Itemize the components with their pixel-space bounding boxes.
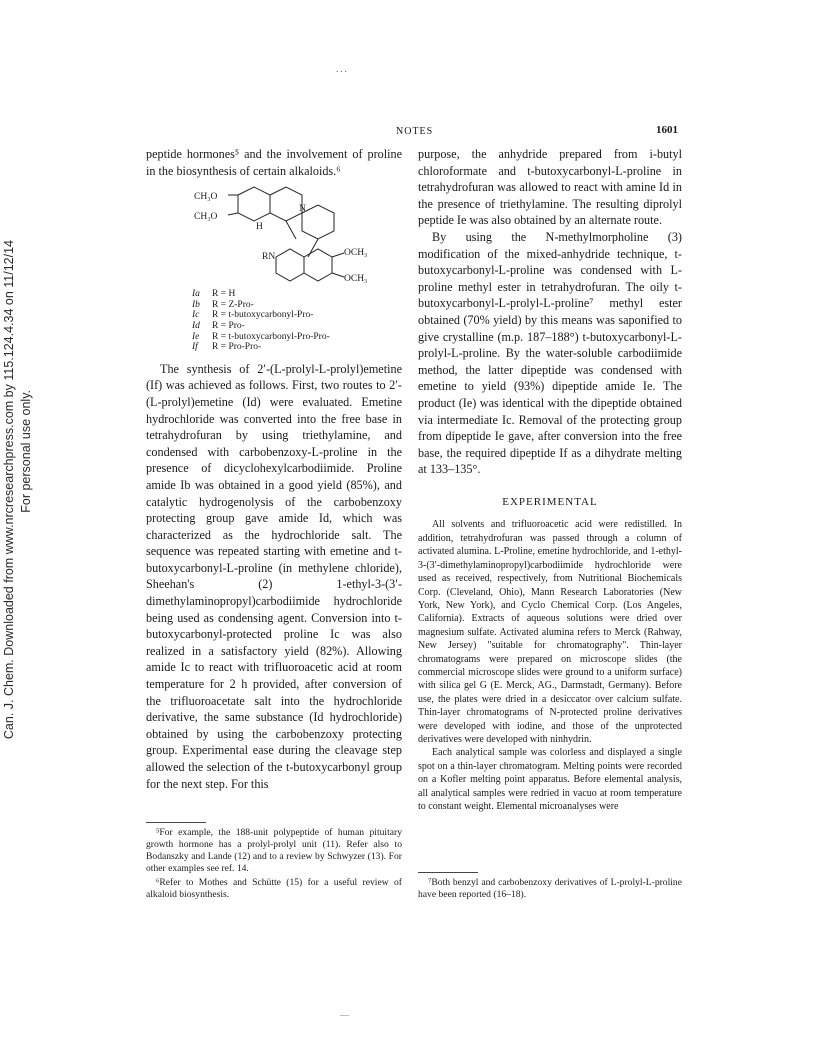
compound-list bbox=[146, 289, 402, 353]
running-head: NOTES bbox=[396, 126, 434, 137]
compound-row: Ia R = H bbox=[192, 289, 236, 300]
synthesis-paragraph: The synthesis of 2′-(L-prolyl-L-prolyl)emetine (If) was achieved as follows. First, two routes to 2′-(L-prolyl)emetine (Id) were evaluated. Emetine hydrochloride was converted into the free base in tetrahydrofuran by using triethylamine, and condensed with carbobenzoxy-L-proline in the presence of dicyclohexylcarbodiimide. Proline amide Ib was obtained in a good yield (85%), and catalytic hydrogenolysis of the carbobenzoxy protecting group gave amide Id, which was characterized as the hydrochloride salt. The sequence was repeated starting with emetine and t-butoxycarbonyl-L-proline (in methylene chloride), Sheehan's (2) 1-ethyl-3-(3′-dimethylaminopropyl)carbodiimide hydrochloride being used as condensing agent. Conversion into t-butoxycarbonyl-protected proline Ic was also realized in a satisfactory yield (82%). Allowing amide Ic to react with trifluoroacetic acid at room temperature for 2 h provided, after conversion of the trifluoroacetate salt into the hydrochloride derivative, the same substance (Id hydrochloride) obtained by using the carbobenzoxy protecting group. Experimental ease during the cleavage step allowed the selection of the t-butoxycarbonyl group for the next step. For this bbox=[146, 361, 402, 791]
right-footnotes bbox=[418, 872, 682, 901]
label-och3-1: OCH₃ bbox=[344, 248, 368, 259]
label-och3-2: OCH₃ bbox=[344, 274, 368, 285]
structure-drawing bbox=[176, 183, 396, 289]
label-h: H bbox=[256, 222, 263, 233]
experimental-text bbox=[418, 518, 682, 813]
purpose-paragraph: purpose, the anhydride prepared from i-butyl chloroformate and t-butoxycarbonyl-L-proline in tetrahydrofuran was allowed to react with amine Id in the presence of triethylamine. The resulting diprolyl peptide Ie was also obtained by an alternate route. bbox=[418, 147, 682, 228]
left-column bbox=[146, 146, 402, 792]
right-column bbox=[418, 146, 682, 813]
watermark-line-2: For personal use only. bbox=[19, 390, 33, 513]
intro-paragraph: peptide hormones⁵ and the involvement of proline in the biosynthesis of certain alkaloids.⁶ bbox=[146, 147, 402, 178]
compound-row: Ie R = t-butoxycarbonyl-Pro-Pro- bbox=[192, 331, 330, 342]
footnote-rule bbox=[146, 822, 206, 823]
left-footnotes bbox=[146, 822, 402, 903]
page-number: 1601 bbox=[656, 124, 678, 136]
top-scan-mark: ... bbox=[336, 64, 349, 74]
footnote-rule bbox=[418, 872, 478, 873]
compound-row: If R = Pro-Pro- bbox=[192, 342, 262, 353]
experimental-paragraph-1: All solvents and trifluoroacetic acid were redistilled. In addition, tetrahydrofuran was passed through a column of activated alumina. L-Proline, emetine hydrochloride, and 1-ethyl-3-(3′-dimethylaminopropyl)carbodiimide hydrochloride were used as received, respectively, from Nutritional Biochemicals Corp. (Cleveland, Ohio), Mann Research Laboratories (New York, New York), and Cyclo Chemical Corp. (Los Angeles, California). Extracts of aqueous solutions were dried over magnesium sulfate. Activated alumina refers to Merck (Rahway, New Jersey) "suitable for chromatography". Thin-layer chromatograms were prepared on microscope slides (the commercial microscope slides were ground to a uniform surface) with silica gel G (E. Merck, AG., Darmstadt, Germany). Before use, the plates were dried in a desiccator over calcium sulfate. Thin-layer chromatograms of N-protected proline derivatives were developed with iodine, and those of the unprotected derivatives were developed with ninhydrin. bbox=[418, 519, 682, 745]
download-watermark bbox=[2, 240, 36, 840]
compound-row: Ib R = Z-Pro- bbox=[192, 299, 254, 310]
label-ch3o-1: CH₃O bbox=[194, 192, 218, 203]
bottom-scan-mark: — bbox=[340, 1010, 352, 1020]
label-rn: RN bbox=[262, 252, 276, 263]
footnote-5: ⁵For example, the 188-unit polypeptide of human pituitary growth hormone has a prolyl-prolyl unit (11). Refer also to Bodanszky and Lande (12) and to a review by Schwyzer (13). For other examples see ref. 14. bbox=[146, 827, 402, 874]
footnote-7: ⁷Both benzyl and carbobenzoxy derivatives of L-prolyl-L-proline have been reported (16–18). bbox=[418, 877, 682, 900]
section-heading-experimental: EXPERIMENTAL bbox=[502, 495, 598, 508]
label-ch3o-2: CH₃O bbox=[194, 212, 218, 223]
compound-row: Ic R = t-butoxycarbonyl-Pro- bbox=[192, 310, 314, 321]
footnote-6: ⁶Refer to Mothes and Schütte (15) for a useful review of alkaloid biosynthesis. bbox=[146, 877, 402, 900]
label-n: N bbox=[299, 204, 306, 215]
watermark-line-1: Can. J. Chem. Downloaded from www.nrcresearchpress.com by 115.124.4.34 on 11/12/14 bbox=[2, 240, 16, 740]
experimental-paragraph-2: Each analytical sample was colorless and displayed a single spot on a thin-layer chromatogram. Melting points were recorded on a Kofler melting point apparatus. Before elemental analysis, all analytical samples were redried in vacuo at room temperature to constant weight. Elemental microanalyses were bbox=[418, 747, 682, 812]
compound-row: Id R = Pro- bbox=[192, 320, 245, 331]
emetine-structure-figure bbox=[146, 183, 402, 289]
mixed-anhydride-paragraph: By using the N-methylmorpholine (3) modification of the mixed-anhydride technique, t-butoxycarbonyl-L-proline was condensed with L-proline methyl ester in tetrahydrofuran. The oily t-butoxycarbonyl-L-prolyl-L-proline⁷ methyl ester obtained (70% yield) by this means was saponified to give crystalline (m.p. 187–188°) t-butoxycarbonyl-L-prolyl-L-proline. By the water-soluble carbodiimide method, the latter dipeptide was condensed with emetine to yield (93%) dipeptide amide Ie. The product (Ie) was identical with the dipeptide obtained via intermediate Ic. Removal of the protecting group from dipeptide Ie gave, after conversion into the free base, the required dipeptide If as a dihydrate melting at 133–135°. bbox=[418, 229, 682, 477]
